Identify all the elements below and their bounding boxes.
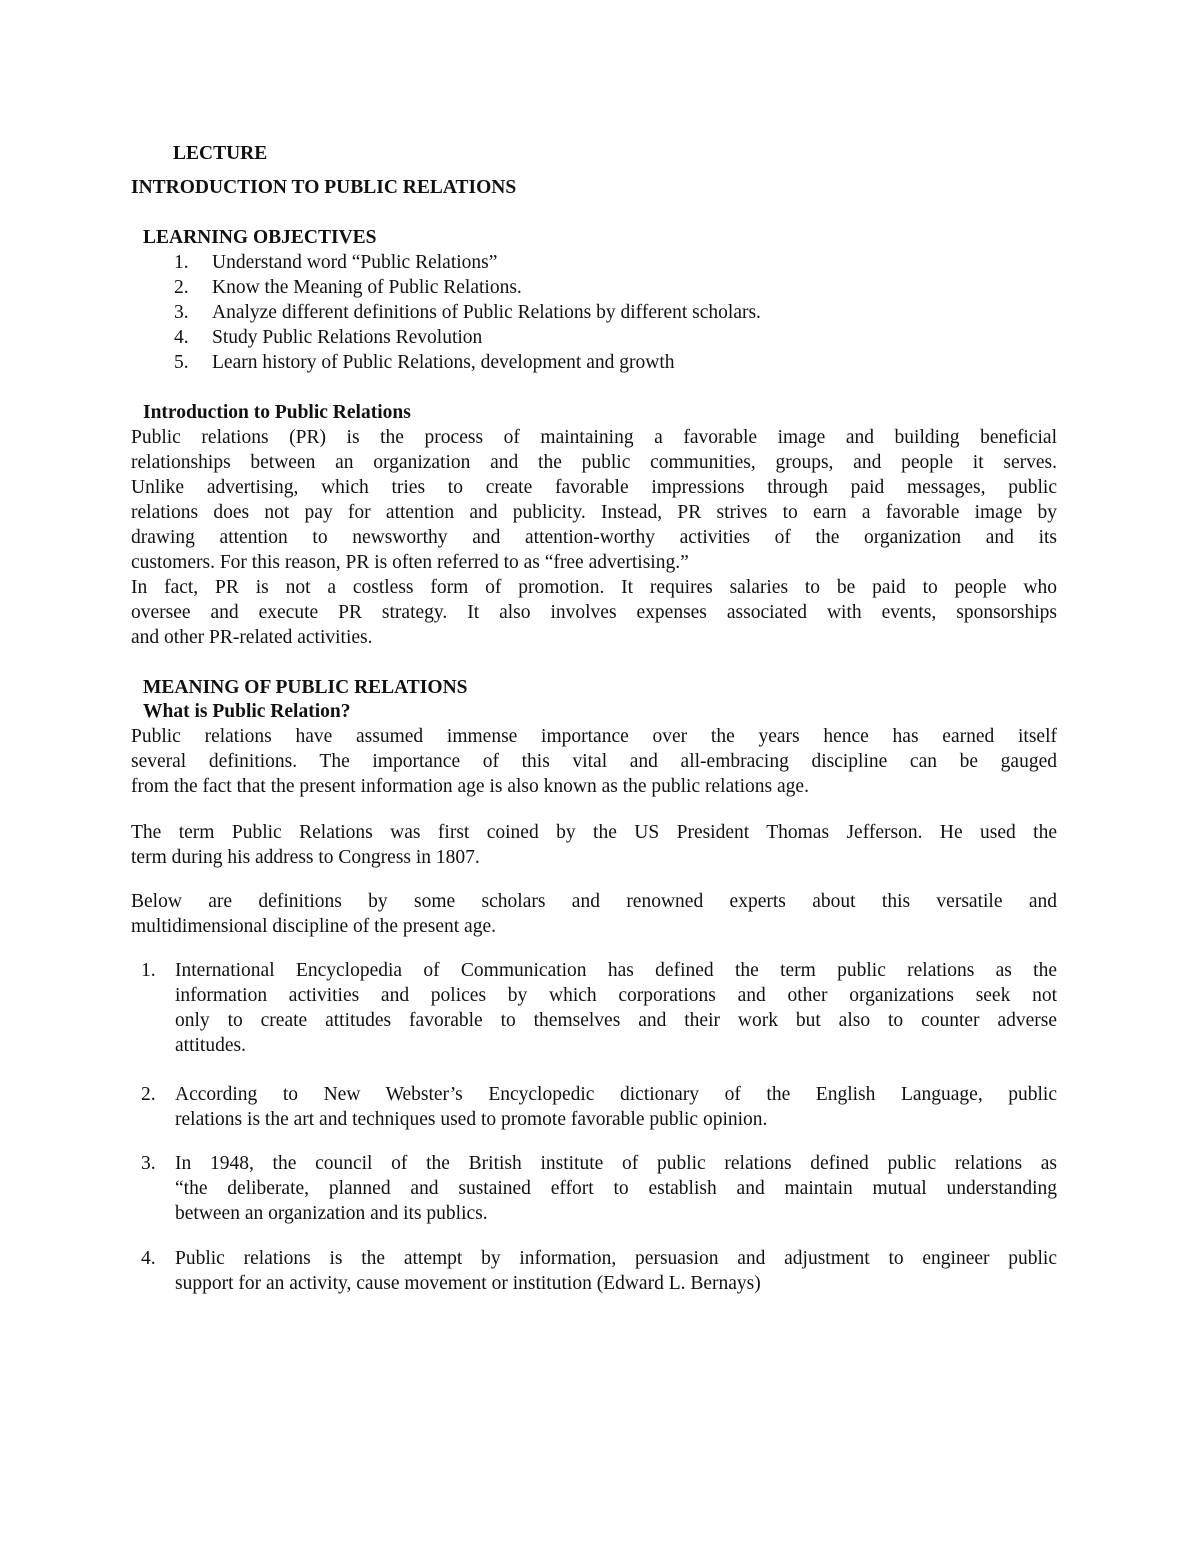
intro-heading: Introduction to Public Relations <box>143 402 411 423</box>
definition-line: According to New Webster’s Encyclopedic dictionary of the English Language, public <box>175 1084 1057 1105</box>
paragraph-line: relationships between an organization and the public communities, groups, and people it serves. <box>131 452 1057 473</box>
definition-line: In 1948, the council of the British institute of public relations defined public relations as <box>175 1153 1057 1174</box>
paragraph-line: customers. For this reason, PR is often referred to as “free advertising.” <box>131 552 689 573</box>
paragraph-line: Unlike advertising, which tries to create favorable impressions through paid messages, public <box>131 477 1057 498</box>
meaning-subheading: What is Public Relation? <box>143 701 351 722</box>
paragraph-line: several definitions. The importance of this vital and all-embracing discipline can be gauged <box>131 751 1057 772</box>
document-title: INTRODUCTION TO PUBLIC RELATIONS <box>131 177 517 198</box>
objective-number: 1. <box>174 252 189 273</box>
meaning-paragraph-3 <box>131 889 1057 939</box>
objective-item: Learn history of Public Relations, development and growth <box>212 352 675 373</box>
paragraph-line: Public relations have assumed immense importance over the years hence has earned itself <box>131 726 1057 747</box>
definition-line: attitudes. <box>175 1035 246 1056</box>
objective-item: Analyze different definitions of Public Relations by different scholars. <box>212 302 761 323</box>
definition-number: 1. <box>141 960 156 981</box>
paragraph-line: Public relations (PR) is the process of maintaining a favorable image and building beneficial <box>131 427 1057 448</box>
definition-number: 3. <box>141 1153 156 1174</box>
paragraph-line: oversee and execute PR strategy. It also involves expenses associated with events, sponsorships <box>131 602 1057 623</box>
paragraph-line: The term Public Relations was first coined by the US President Thomas Jefferson. He used the <box>131 822 1057 843</box>
paragraph-line: and other PR-related activities. <box>131 627 373 648</box>
definition-item <box>175 1082 1057 1132</box>
definition-line: between an organization and its publics. <box>175 1203 488 1224</box>
intro-paragraph-2 <box>131 575 1057 650</box>
definition-line: support for an activity, cause movement or institution (Edward L. Bernays) <box>175 1273 761 1294</box>
objective-number: 5. <box>174 352 189 373</box>
definition-line: “the deliberate, planned and sustained effort to establish and maintain mutual understanding <box>175 1178 1057 1199</box>
definition-line: International Encyclopedia of Communication has defined the term public relations as the <box>175 960 1057 981</box>
definition-line: only to create attitudes favorable to themselves and their work but also to counter adverse <box>175 1010 1057 1031</box>
meaning-paragraph-2 <box>131 820 1057 870</box>
meaning-heading: MEANING OF PUBLIC RELATIONS <box>143 677 468 698</box>
objectives-heading: LEARNING OBJECTIVES <box>143 227 377 248</box>
objective-number: 4. <box>174 327 189 348</box>
definition-number: 4. <box>141 1248 156 1269</box>
objective-number: 2. <box>174 277 189 298</box>
objective-item: Know the Meaning of Public Relations. <box>212 277 522 298</box>
meaning-paragraph-1 <box>131 724 1057 799</box>
definition-item <box>175 958 1057 1058</box>
definition-line: information activities and polices by which corporations and other organizations seek not <box>175 985 1057 1006</box>
definition-number: 2. <box>141 1084 156 1105</box>
definition-item <box>175 1151 1057 1226</box>
paragraph-line: term during his address to Congress in 1807. <box>131 847 480 868</box>
paragraph-line: from the fact that the present information age is also known as the public relations age. <box>131 776 809 797</box>
objective-item: Understand word “Public Relations” <box>212 252 498 273</box>
intro-paragraph <box>131 425 1057 575</box>
paragraph-line: In fact, PR is not a costless form of promotion. It requires salaries to be paid to people who <box>131 577 1057 598</box>
paragraph-line: relations does not pay for attention and publicity. Instead, PR strives to earn a favorable image by <box>131 502 1057 523</box>
paragraph-line: drawing attention to newsworthy and attention-worthy activities of the organization and its <box>131 527 1057 548</box>
definition-line: relations is the art and techniques used to promote favorable public opinion. <box>175 1109 768 1130</box>
objective-number: 3. <box>174 302 189 323</box>
paragraph-line: multidimensional discipline of the present age. <box>131 916 496 937</box>
definition-item <box>175 1246 1057 1296</box>
definition-line: Public relations is the attempt by information, persuasion and adjustment to engineer public <box>175 1248 1057 1269</box>
paragraph-line: Below are definitions by some scholars and renowned experts about this versatile and <box>131 891 1057 912</box>
objective-item: Study Public Relations Revolution <box>212 327 483 348</box>
lecture-label: LECTURE <box>173 143 268 164</box>
